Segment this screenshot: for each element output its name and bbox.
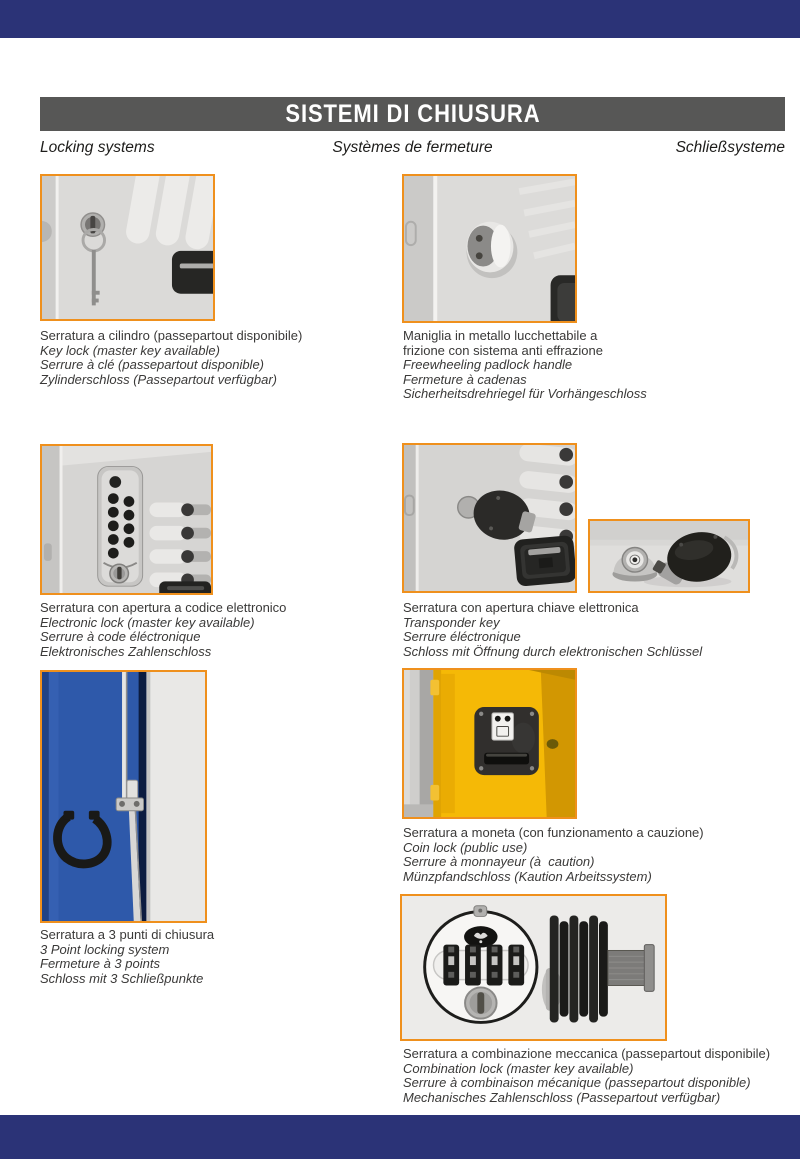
caption-line-italian: Serratura a combinazione meccanica (passepartout disponibile) [403,1046,771,1061]
caption-line-english: Coin lock (public use) [403,839,528,855]
caption-line-english: Freewheeling padlock handle [403,357,573,372]
caption-line-german: Sicherheitsdrehriegel für Vorhängeschloss [403,386,647,401]
caption-line-english: Transponder key [403,614,500,630]
caption-line-italian-2: frizione con sistema anti effrazione [403,342,603,358]
subtitle-german: Schließsysteme [675,139,785,156]
caption-line-english: Electronic lock (master key available) [40,614,255,630]
caption-line-french: Serrure à clé (passepartout disponible) [40,357,265,372]
key-lock-photo [40,174,215,321]
caption-line-german: Mechanisches Zahlenschloss (Passepartout verfügbar) [403,1089,721,1105]
caption-line-german: Münzpfandschloss (Kaution Arbeitssystem) [403,868,652,884]
electronic-keypad-lock-photo [40,444,213,595]
caption-line-english: 3 Point locking system [40,941,170,957]
transponder-key-parts-photo [588,519,750,593]
subtitle-french: Systèmes de fermeture [332,139,493,156]
electronic-keypad-lock-illustration [42,446,211,593]
section-title-bar [40,97,785,131]
caption-padlock-handle [403,329,647,402]
caption-electronic-code-lock [40,601,286,659]
padlock-handle-illustration [404,176,575,321]
caption-line-italian: Serratura a 3 punti di chiusura [40,927,215,942]
caption-coin-lock [403,826,704,884]
subtitle-english: Locking systems [40,139,155,156]
caption-line-french: Serrure à combinaison mécanique (passepartout disponible) [403,1075,751,1090]
caption-transponder-key [403,601,702,659]
transponder-key-parts-illustration [590,521,748,591]
caption-line-german: Zylinderschloss (Passepartout verfügbar) [40,371,277,387]
caption-line-italian: Maniglia in metallo lucchettabile a [403,328,598,343]
caption-line-italian: Serratura con apertura a codice elettronico [40,600,287,615]
caption-line-french: Serrure éléctronique [403,629,521,644]
caption-line-german: Elektronisches Zahlenschloss [40,643,212,659]
coin-lock-illustration [404,670,575,817]
caption-line-english: Combination lock (master key available) [403,1060,634,1076]
footer-banner-bar [0,1115,800,1159]
caption-line-french: Fermeture à 3 points [40,956,160,971]
caption-three-point-lock [40,928,214,986]
page-title: SISTEMI DI CHIUSURA [284,99,541,128]
caption-line-french: Fermeture à cadenas [403,371,527,387]
padlock-handle-photo [402,174,577,323]
caption-line-french: Serrure à code éléctronique [40,629,201,644]
caption-combination-lock [403,1047,770,1105]
key-lock-illustration [42,176,213,319]
three-point-lock-illustration [42,672,205,921]
caption-line-italian: Serratura a cilindro (passepartout disponibile) [40,328,303,343]
top-banner-bar [0,0,800,38]
coin-lock-photo [402,668,577,819]
combination-lock-photo [400,894,667,1041]
caption-line-german: Schloss mit 3 Schließpunkte [40,970,204,986]
transponder-key-lock-photo [402,443,577,593]
caption-line-german: Schloss mit Öffnung durch elektronischen Schlüssel [403,643,703,659]
caption-key-lock [40,329,302,387]
caption-line-english: Key lock (master key available) [40,342,220,358]
combination-lock-illustration [402,896,665,1039]
three-point-lock-photo [40,670,207,923]
caption-line-italian: Serratura a moneta (con funzionamento a cauzione) [403,825,704,840]
caption-line-french: Serrure à monnayeur (à caution) [403,854,595,869]
caption-line-italian: Serratura con apertura chiave elettronica [403,600,639,615]
transponder-key-lock-illustration [404,445,575,591]
